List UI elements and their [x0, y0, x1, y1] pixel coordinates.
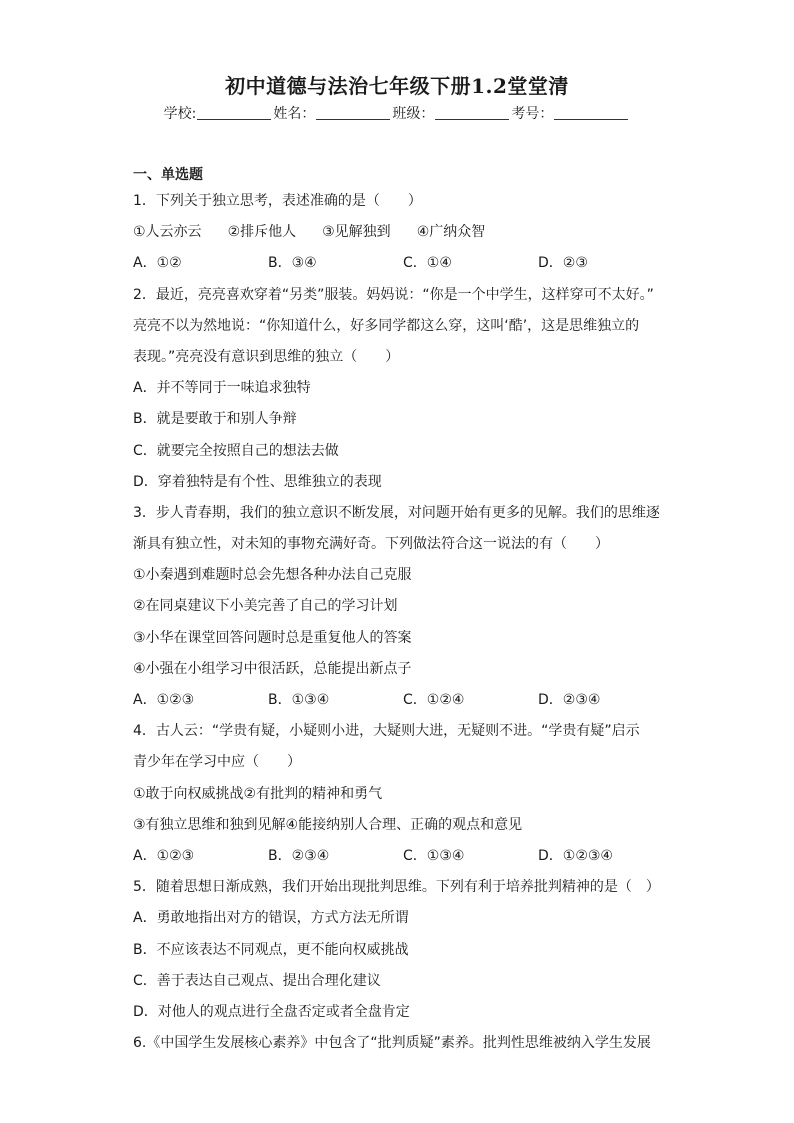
- question-5-stem: 5．随着思想日渐成熟，我们开始出现批判思维。下列有利于培养批判精神的是（ ）: [133, 879, 660, 896]
- option-c[interactable]: C．就要完全按照自己的想法去做: [133, 442, 339, 459]
- question-4-stem-line: 4．古人云：“学贵有疑，小疑则小进，大疑则大进，无疑则不进。“学贵有疑”启示: [133, 723, 640, 740]
- question-3-statement: ②在同桌建议下小美完善了自己的学习计划: [133, 598, 398, 615]
- option-a[interactable]: A．①②: [133, 255, 182, 272]
- option-d[interactable]: D．对他人的观点进行全盘否定或者全盘肯定: [133, 1003, 410, 1020]
- statement: ④广纳众智: [416, 224, 486, 241]
- question-3-statement: ③小华在课堂回答问题时总是重复他人的答案: [133, 629, 412, 646]
- question-4-stem-line: 青少年在学习中应（ ）: [133, 754, 301, 771]
- option-b[interactable]: B．①③④: [268, 692, 330, 708]
- question-6-stem-line: 6.《中国学生发展核心素养》中包含了“批判质疑”素养。批判性思维被纳入学生发展: [133, 1035, 651, 1052]
- option-c[interactable]: C．①④: [403, 255, 452, 272]
- option-b[interactable]: B．就是要敢于和别人争辩: [133, 411, 297, 428]
- option-b[interactable]: B．②③④: [268, 847, 330, 864]
- question-4-options: [133, 841, 673, 872]
- school-label: 学校:: [163, 106, 197, 122]
- class-label: 班级：: [392, 106, 435, 122]
- section-heading: 一、单选题: [133, 167, 203, 183]
- option-b[interactable]: B．③④: [268, 255, 317, 272]
- exam-number-blank[interactable]: [554, 105, 628, 120]
- option-d[interactable]: D．②③: [538, 255, 588, 272]
- school-blank[interactable]: [197, 105, 271, 120]
- exam-number-label: 考号：: [511, 106, 554, 122]
- question-3-stem-line: 渐具有独立性，对未知的事物充满好奇。下列做法符合这一说法的有（ ）: [133, 536, 609, 553]
- option-c[interactable]: C．①②④: [403, 692, 465, 708]
- option-b[interactable]: B．不应该表达不同观点，更不能向权威挑战: [133, 941, 409, 958]
- student-info-line: [0, 103, 794, 123]
- name-blank[interactable]: [316, 105, 390, 120]
- question-3-statement: ①小秦遇到难题时总会先想各种办法自己克服: [133, 567, 412, 584]
- option-c[interactable]: C．①③④: [403, 847, 465, 864]
- question-1-statements: [133, 217, 673, 248]
- statement: ③见解独到: [322, 224, 391, 241]
- question-2-stem-line: 亮亮不以为然地说：“你知道什么，好多同学都这么穿，这叫‘酷’，这是思维独立的: [133, 317, 640, 334]
- page-title: 初中道德与法治七年级下册1.2堂堂清: [225, 74, 569, 98]
- option-a[interactable]: A．①②③: [133, 847, 195, 864]
- question-4-statement: ①敢于向权威挑战②有批判的精神和勇气: [133, 785, 383, 802]
- question-2-stem-line: 2．最近，亮亮喜欢穿着“另类”服装。妈妈说：“你是一个中学生，这样穿可不太好。”: [133, 286, 654, 303]
- question-1-options: [133, 248, 673, 279]
- class-blank[interactable]: [435, 105, 509, 120]
- option-d[interactable]: D．穿着独特是有个性、思维独立的表现: [133, 473, 382, 490]
- question-3-statement: ④小强在小组学习中很活跃，总能提出新点子: [133, 660, 412, 677]
- question-1-stem: 1．下列关于独立思考，表述准确的是（ ）: [133, 193, 422, 209]
- question-3-stem-line: 3．步人青春期，我们的独立意识不断发展，对问题开始有更多的见解。我们的思维逐: [133, 504, 660, 521]
- option-a[interactable]: A．勇敢地指出对方的错误，方式方法无所谓: [133, 910, 409, 927]
- statement: ①人云亦云: [133, 224, 202, 241]
- option-a[interactable]: A．并不等同于一味追求独特: [133, 380, 311, 397]
- question-4-statement: ③有独立思维和独到见解④能接纳别人合理、正确的观点和意见: [133, 816, 523, 833]
- option-d[interactable]: D．①②③④: [538, 847, 613, 864]
- question-content: [133, 164, 673, 1059]
- option-c[interactable]: C．善于表达自己观点、提出合理化建议: [133, 972, 381, 989]
- option-d[interactable]: D．②③④: [538, 692, 601, 708]
- name-label: 姓名：: [273, 106, 316, 122]
- question-2-stem-line: 表现。”亮亮没有意识到思维的独立（ ）: [133, 348, 400, 365]
- statement: ②排斥他人: [227, 224, 297, 241]
- option-a[interactable]: A．①②③: [133, 692, 195, 708]
- question-3-options: [133, 685, 673, 716]
